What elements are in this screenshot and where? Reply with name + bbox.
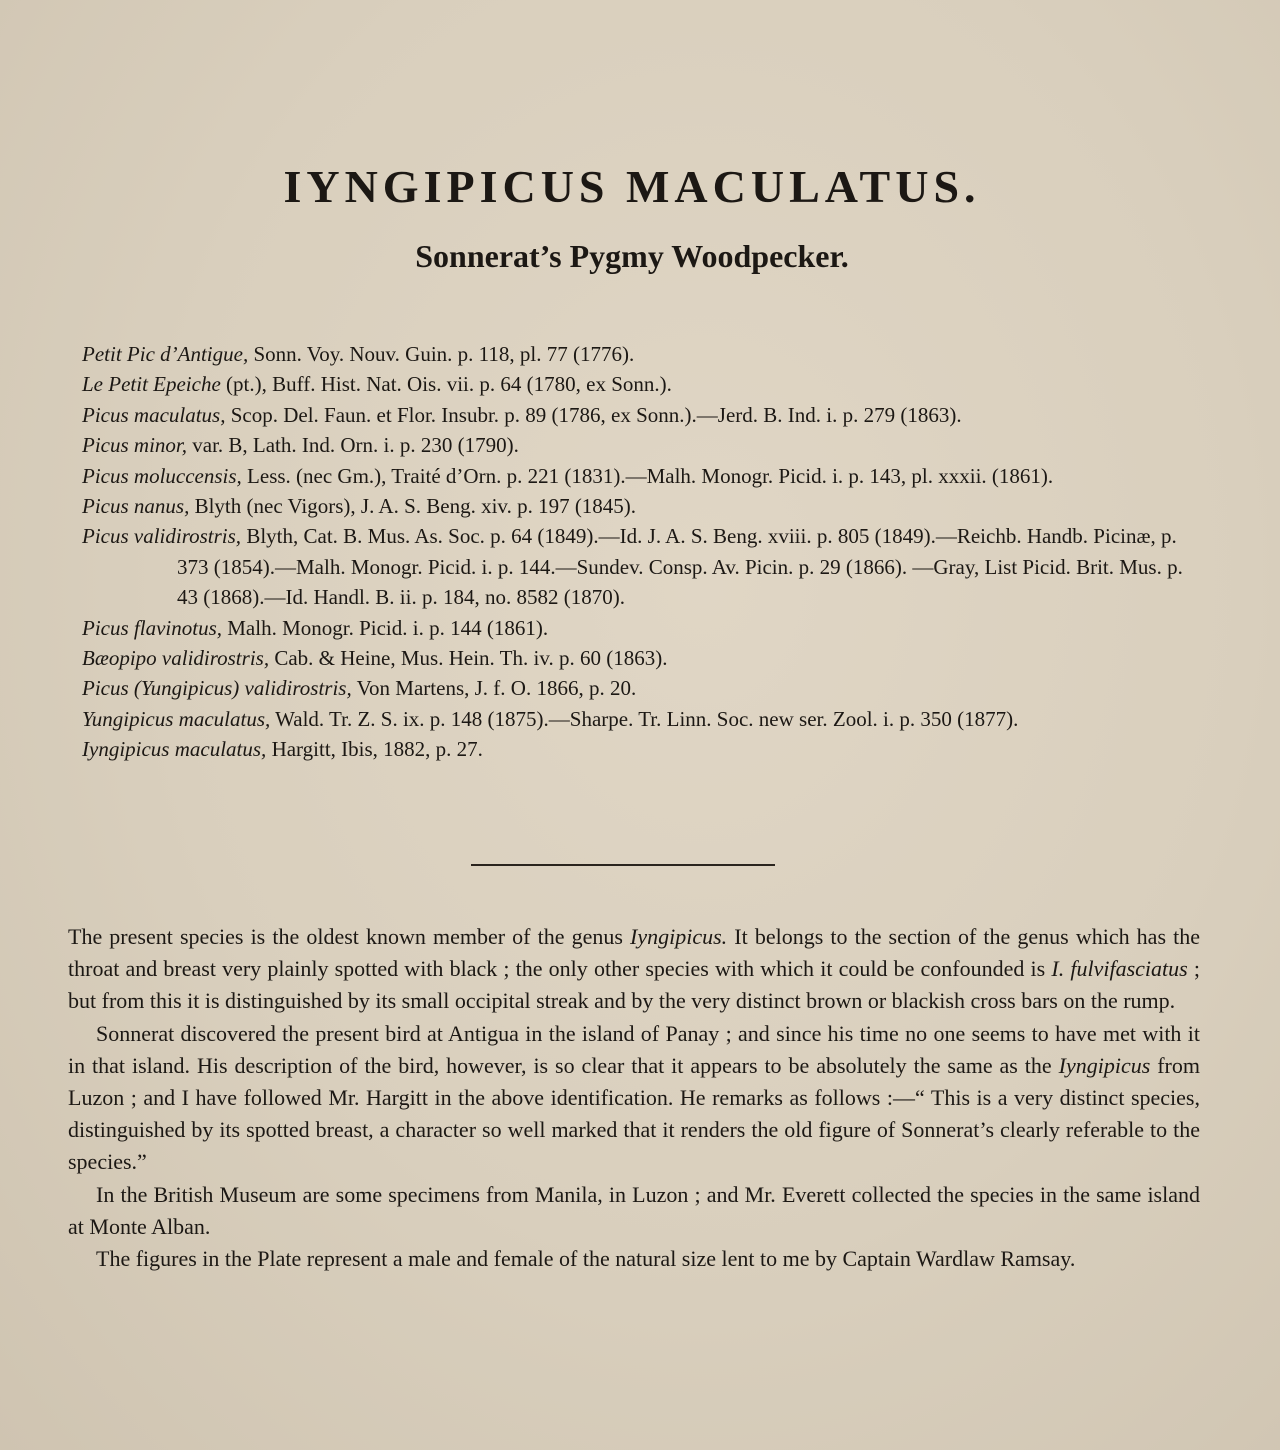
body-text-run: ; but from this it is distinguished by its small occipital streak and by the very distinct brown or blackish cross bars on the rump. — [68, 956, 1200, 1014]
synonymy-name: Bæopipo validirostris, — [82, 646, 270, 671]
synonymy-entry — [82, 430, 1207, 460]
synonymy-entry — [82, 461, 1207, 491]
synonymy-reference: Wald. Tr. Z. S. ix. p. 148 (1875).—Sharpe. Tr. Linn. Soc. new ser. Zool. i. p. 350 (1877). — [270, 706, 1019, 731]
synonymy-entry — [82, 369, 1207, 399]
page-title: IYNGIPICUS MACULATUS. — [283, 161, 981, 212]
synonymy-name: Picus moluccensis, — [82, 463, 242, 488]
body-text — [68, 921, 1200, 1275]
synonymy-name: Iyngipicus maculatus, — [82, 737, 267, 762]
synonymy-list — [82, 339, 1207, 765]
synonymy-reference: Von Martens, J. f. O. 1866, p. 20. — [351, 676, 637, 701]
synonymy-name: Picus maculatus, — [82, 402, 226, 427]
body-text-run: The present species is the oldest known member of the genus — [68, 924, 631, 949]
synonymy-entry — [82, 673, 1207, 703]
body-text-run: from Luzon ; and I have followed Mr. Hargitt in the above identification. He remarks as follows :—“ This is a very distinct species, distinguished by its spotted breast, a character so well marked that it renders the old figure of Sonnerat’s clearly referable to the species.” — [68, 1052, 1200, 1175]
synonymy-reference: Hargitt, Ibis, 1882, p. 27. — [266, 737, 483, 762]
synonymy-name: Yungipicus maculatus, — [82, 706, 271, 731]
synonymy-name: Le Petit Epeiche — [82, 372, 221, 397]
synonymy-name: Picus nanus, — [82, 494, 190, 519]
genus-name: Iyngipicus — [1058, 1052, 1151, 1078]
body-paragraph: In the British Museum are some specimens from Manila, in Luzon ; and Mr. Everett collected the species in the same island at Monte Alban. — [68, 1181, 1200, 1239]
page-subtitle: Sonnerat’s Pygmy Woodpecker. — [415, 238, 849, 274]
synonymy-entry — [82, 643, 1207, 673]
synonymy-reference: Scop. Del. Faun. et Flor. Insubr. p. 89 (1786, ex Sonn.).—Jerd. B. Ind. i. p. 279 (1863). — [225, 402, 962, 427]
synonymy-reference: var. B, Lath. Ind. Orn. i. p. 230 (1790). — [187, 433, 519, 458]
synonymy-reference: Sonn. Voy. Nouv. Guin. p. 118, pl. 77 (1776). — [248, 342, 635, 366]
synonymy-name: Picus validirostris, — [82, 524, 242, 549]
synonymy-name: Picus flavinotus, — [82, 615, 222, 640]
synonymy-entry — [82, 521, 1207, 612]
synonymy-entry — [82, 339, 1207, 369]
synonymy-name: Picus (Yungipicus) validirostris, — [82, 676, 352, 701]
synonymy-reference: Malh. Monogr. Picid. i. p. 144 (1861). — [222, 615, 549, 640]
synonymy-reference: Less. (nec Gm.), Traité d’Orn. p. 221 (1831).—Malh. Monogr. Picid. i. p. 143, pl. xxxii. (1861). — [241, 463, 1054, 488]
body-text-run: It belongs to the section of the genus which has the throat and breast very plainly spotted with black ; the only other species with which it could be confounded is — [68, 924, 1200, 982]
synonymy-entry — [82, 491, 1207, 521]
species-name: I. fulvifasciatus — [1051, 956, 1188, 982]
synonymy-reference: (pt.), Buff. Hist. Nat. Ois. vii. p. 64 (1780, ex Sonn.). — [220, 372, 672, 397]
synonymy-name: Picus minor, — [82, 433, 187, 458]
body-text-run: Sonnerat discovered the present bird at Antigua in the island of Panay ; and since his time no one seems to have met with it in that island. His description of the bird, however, is so clear that it appears to be absolutely the same as the — [68, 1020, 1200, 1078]
synonymy-entry — [82, 734, 1207, 764]
genus-name: Iyngipicus. — [630, 924, 728, 949]
synonymy-reference: Blyth (nec Vigors), J. A. S. Beng. xiv. p. 197 (1845). — [189, 494, 637, 519]
synonymy-entry — [82, 704, 1207, 734]
synonymy-name: Petit Pic d’Antigue, — [82, 342, 249, 366]
section-divider — [471, 864, 775, 866]
body-paragraph: The figures in the Plate represent a male and female of the natural size lent to me by Captain Wardlaw Ramsay. — [96, 1246, 1076, 1272]
synonymy-entry — [82, 613, 1207, 643]
synonymy-reference: Cab. & Heine, Mus. Hein. Th. iv. p. 60 (1863). — [269, 646, 668, 671]
body-paragraph — [68, 1018, 1200, 1179]
synonymy-entry — [82, 400, 1207, 430]
synonymy-reference: Blyth, Cat. B. Mus. As. Soc. p. 64 (1849).—Id. J. A. S. Beng. xviii. p. 805 (1849).—Reichb. Handb. Picinæ, p. 373 (1854).—Malh. Monogr. Picid. i. p. 144.—Sundev. Consp. Av. Picin. p. 29 (1866). —Gray, List Picid. Brit. Mus. p. 43 (1868).—Id. Handl. B. ii. p. 184, no. 8582 (1870). — [177, 524, 1183, 610]
body-paragraph — [68, 921, 1200, 1018]
